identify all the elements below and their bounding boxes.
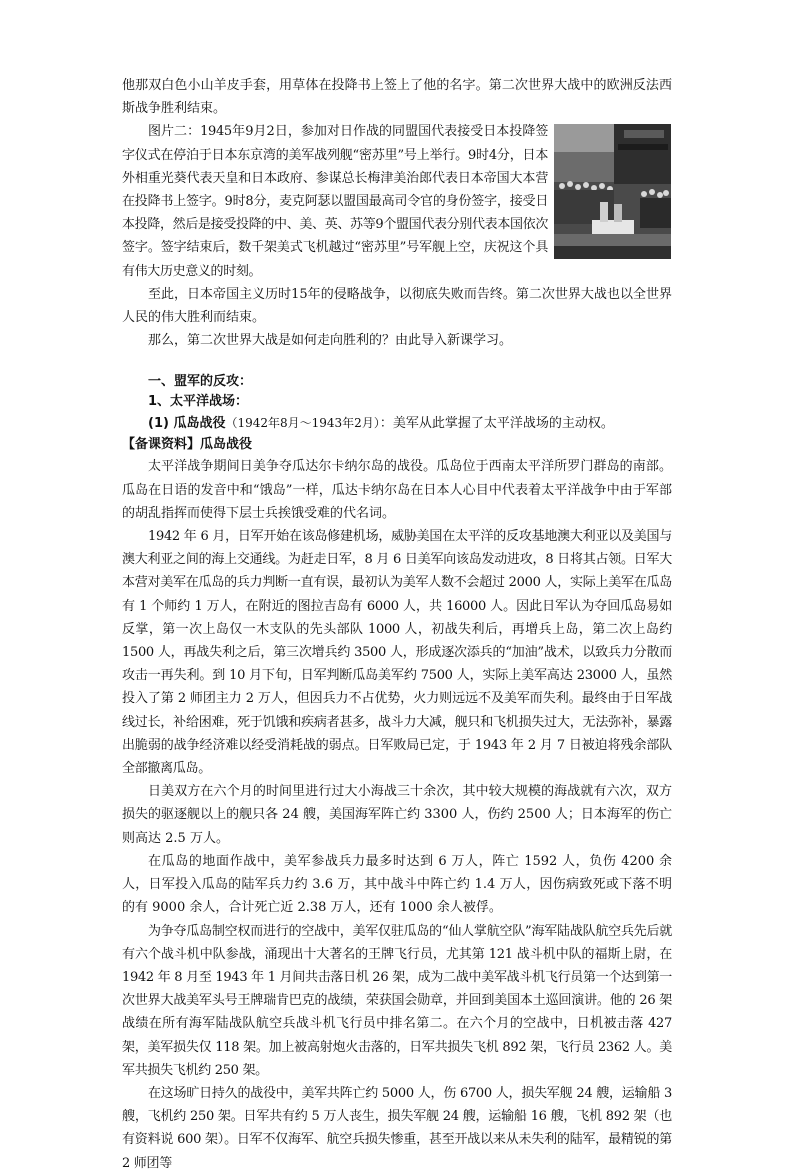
ref-paragraph-3: 日美双方在六个月的时间里进行过大小海战三十余次，其中较大规模的海战就有六次，双方损失的驱逐舰以上的舰只各 24 艘，美国海军阵亡约 3300 人，伤约 2500 人；日本海军的伤亡则高达 2.5 万人。 [122, 784, 672, 846]
conclusion-paragraph: 至此，日本帝国主义历时15年的侵略战争，以彻底失败而告终。第二次世界大战也以全世界人民的伟大胜利而结束。 [122, 286, 672, 326]
battle-line [122, 412, 672, 435]
battle-title: (1) 瓜岛战役 [148, 416, 226, 432]
subsection-heading: 1、太平洋战场： [148, 394, 249, 410]
surrender-ceremony-photo [554, 124, 671, 259]
photo-caption-block [122, 120, 672, 282]
question-paragraph: 那么，第二次世界大战是如何走向胜利的？由此导入新课学习。 [148, 333, 513, 349]
photo-caption-paragraph: 图片二：1945年9月2日，参加对日作战的同盟国代表接受日本投降签字仪式在停泊于日本东京湾的美军战列舰“密苏里”号上举行。9时4分，日本外相重光葵代表天皇和日本政府、参谋总长梅津美治郎代表日本帝国大本营在投降书上签字。9时8分，麦克阿瑟以盟国最高司令官的身份签字，接受日本投降，然后是接受投降的中、美、英、苏等9个盟国代表分别代表本国依次签字。签字结束后，数千架美式飞机越过“密苏里”号军舰上空，庆祝这个具有伟大历史意义的时刻。 [122, 124, 548, 279]
ref-paragraph-4: 在瓜岛的地面作战中，美军参战兵力最多时达到 6 万人，阵亡 1592 人，负伤 4200 余人，日军投入瓜岛的陆军兵力约 3.6 万，其中战斗中阵亡约 1.4 万人，因伤病致死或下落不明的有 9000 余人，合计死亡近 2.38 万人，还有 1000 余人被俘。 [122, 853, 672, 916]
ref-paragraph-5: 为争夺瓜岛制空权而进行的空战中，美军仅驻瓜岛的“仙人掌航空队”海军陆战队航空兵先后就有六个战斗机中队参战，涌现出十大著名的王牌飞行员，尤其第 121 战斗机中队的福斯上尉，在 1942 年 8 月至 1943 年 1 月间共击落日机 26 架，成为二战中美军战斗机飞行员第一个达到第一次世界大战美军头号王牌瑞肯巴克的战绩，荣获国会勋章，并回到美国本土巡回演讲。他的 26 架战绩在所有海军陆战队航空兵战斗机飞行员中排名第二。在六个月的空战中，日机被击落 427 架，美军损失仅 118 架。加上被高射炮火击落的，日军共损失飞机 892 架，飞行员 2362 人。美军共损失飞机约 250 架。 [122, 923, 672, 1078]
ref-paragraph-1: 太平洋战争期间日美争夺瓜达尔卡纳尔岛的战役。瓜岛位于西南太平洋所罗门群岛的南部。瓜岛在日语的发音中和“饿岛”一样，瓜达卡纳尔岛在日本人心目中代表着太平洋战争中由于军部的胡乱指挥而使得下层士兵挨饿受难的代名词。 [122, 459, 672, 521]
reference-heading: 【备课资料】瓜岛战役 [122, 437, 253, 453]
ref-paragraph-6: 在这场旷日持久的战役中，美军共阵亡约 5000 人，伤 6700 人，损失军舰 24 艘，运输船 3 艘，飞机约 250 架。日军共有约 5 万人丧生，损失军舰 24 艘，运输船 16 艘，飞机 892 架（也有资料说 600 架）。日军不仅海军、航空兵损失惨重，甚至开战以来从未失利的陆军，最精锐的第 2 师团等 [122, 1085, 672, 1171]
ref-paragraph-2: 1942 年 6 月，日军开始在该岛修建机场，威胁美国在太平洋的反攻基地澳大利亚以及美国与澳大利亚之间的海上交通线。为赶走日军，8 月 6 日美军向该岛发动进攻，8 日将其占领。日军大本营对美军在瓜岛的兵力判断一直有误，最初认为美军人数不会超过 2000 人，实际上美军在瓜岛有 1 个师约 1 万人，在附近的图拉吉岛有 6000 人，共 16000 人。因此日军认为夺回瓜岛易如反掌，第一次上岛仅一木支队的先头部队 1000 人，初战失利后，再增兵上岛，第二次上岛约 1500 人，再战失利之后，第三次增兵约 3500 人，形成逐次添兵的“加油”战术，以致兵力分散而攻击一再失利。到 10 月下旬，日军判断瓜岛美军约 7500 人，实际上美军高达 23000 人，虽然投入了第 2 师团主力 2 万人，但因兵力不占优势，火力则远远不及美军而失利。最终由于日军战线过长，补给困难，死于饥饿和疾病者甚多，战斗力大减，舰只和飞机损失过大，无法弥补，暴露出脆弱的战争经济难以经受消耗战的弱点。日军败局已定，于 1943 年 2 月 7 日被迫将残余部队全部撤离瓜岛。 [122, 529, 672, 777]
document-page [122, 74, 672, 1171]
section-heading: 一、盟军的反攻： [148, 374, 253, 390]
battle-dates: （1942年8月～1943年2月） [225, 416, 380, 431]
top-paragraph: 他那双白色小山羊皮手套，用草体在投降书上签上了他的名字。第二次世界大战中的欧洲反法西斯战争胜利结束。 [122, 78, 672, 117]
battle-summary: ：美军从此掌握了太平洋战场的主动权。 [379, 416, 614, 432]
